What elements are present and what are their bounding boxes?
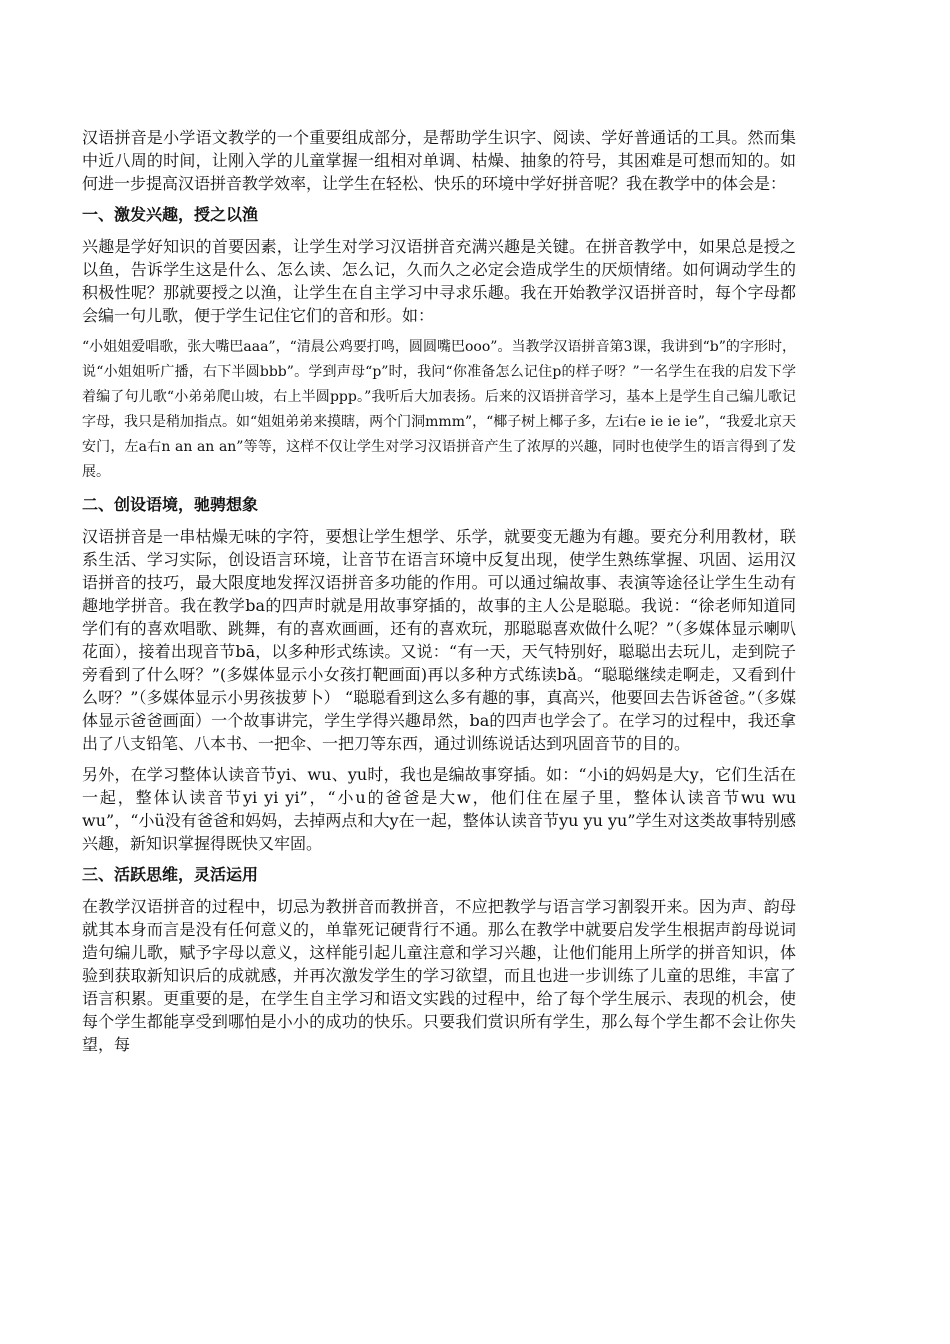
section1-paragraph-1: 兴趣是学好知识的首要因素，让学生对学习汉语拼音充满兴趣是关键。在拼音教学中，如果总是授之以鱼，告诉学生这是什么、怎么读、怎么记，久而久之必定会造成学生的厌烦情绪。如何调动学生的积极性呢？那就要授之以渔，让学生在自主学习中寻求乐趣。我在开始教学汉语拼音时，每个字母都会编一句儿歌，便于学生记住它们的音和形。如： xyxy=(82,237,796,325)
section2-paragraph-1: 汉语拼音是一串枯燥无味的字符，要想让学生想学、乐学，就要变无趣为有趣。要充分利用教材，联系生活、学习实际，创设语言环境，让音节在语言环境中反复出现，使学生熟练掌握、巩固、运用汉语拼音的技巧，最大限度地发挥汉语拼音多功能的作用。可以通过编故事、表演等途径让学生生动有趣地学拼音。我在教学ba的四声时就是用故事穿插的，故事的主人公是聪聪。我说：“徐老师知道同学们有的喜欢唱歌、跳舞，有的喜欢画画，还有的喜欢玩，那聪聪喜欢做什么呢？”（多媒体显示喇叭花面），接着出现音节bā，以多种形式练读。又说：“有一天，天气特别好，聪聪出去玩儿，走到院子旁看到了什么呀？”(多媒体显示小女孩打靶画面)再以多种方式练读bǎ。“聪聪继续走啊走，又看到什么呀？”（多媒体显示小男孩拔萝卜） “聪聪看到这么多有趣的事，真高兴，他要回去告诉爸爸。”（多媒体显示爸爸画面）一个故事讲完，学生学得兴趣昂然，ba的四声也学会了。在学习的过程中，我还拿出了八支铅笔、八本书、一把伞、一把刀等东西，通过训练说话达到巩固音节的目的。 xyxy=(82,527,796,753)
section-heading-3: 三、活跃思维，灵活运用 xyxy=(82,865,259,884)
section-heading-2: 二、创设语境，驰骋想象 xyxy=(82,495,259,514)
section1-paragraph-2: “小姐姐爱唱歌，张大嘴巴aaa”，“清晨公鸡要打鸣，圆圆嘴巴ooo”。当教学汉语拼音第3课，我讲到“b”的字形时，说“小姐姐听广播，右下半圆bbb”。学到声母“p”时，我问“你准备怎么记住p的样子呀？”一名学生在我的启发下学着编了句儿歌“小弟弟爬山坡，右上半圆ppp。”我听后大加表扬。后来的汉语拼音学习，基本上是学生自己编儿歌记字母，我只是稍加指点。如“姐姐弟弟来摸瞎，两个门洞mmm”，“椰子树上椰子多，左i右e ie ie ie”，“我爱北京天安门，左a右n an an an”等等，这样不仅让学生对学习汉语拼音产生了浓厚的兴趣，同时也使学生的语言得到了发展。 xyxy=(82,339,797,480)
section-heading-1: 一、激发兴趣，授之以渔 xyxy=(82,205,259,224)
intro-paragraph: 汉语拼音是小学语文教学的一个重要组成部分，是帮助学生识字、阅读、学好普通话的工具。然而集中近八周的时间，让刚入学的儿童掌握一组相对单调、枯燥、抽象的符号，其困难是可想而知的。如何进一步提高汉语拼音教学效率，让学生在轻松、快乐的环境中学好拼音呢？我在教学中的体会是： xyxy=(82,128,796,193)
section2-paragraph-2: 另外，在学习整体认读音节yi、wu、yu时，我也是编故事穿插。如：“小i的妈妈是大y，它们生活在一起，整体认读音节yi yi yi”，“小u的爸爸是大w，他们住在屋子里，整体认读音节wu wu wu”，“小ü没有爸爸和妈妈，去掉两点和大y在一起，整体认读音节yu yu yu”学生对这类故事特别感兴趣，新知识掌握得既快又牢固。 xyxy=(82,765,796,853)
section3-paragraph-1: 在教学汉语拼音的过程中，切忌为教拼音而教拼音，不应把教学与语言学习割裂开来。因为声、韵母就其本身而言是没有任何意义的，单靠死记硬背行不通。那么在教学中就要启发学生根据声韵母说词造句编儿歌，赋予字母以意义，这样能引起儿童注意和学习兴趣，让他们能用上所学的拼音知识，体验到获取新知识后的成就感，并再次激发学生的学习欲望，而且也进一步训练了儿童的思维，丰富了语言积累。更重要的是，在学生自主学习和语文实践的过程中，给了每个学生展示、表现的机会，使每个学生都能享受到哪怕是小小的成功的快乐。只要我们赏识所有学生，那么每个学生都不会让你失望，每 xyxy=(82,897,796,1054)
